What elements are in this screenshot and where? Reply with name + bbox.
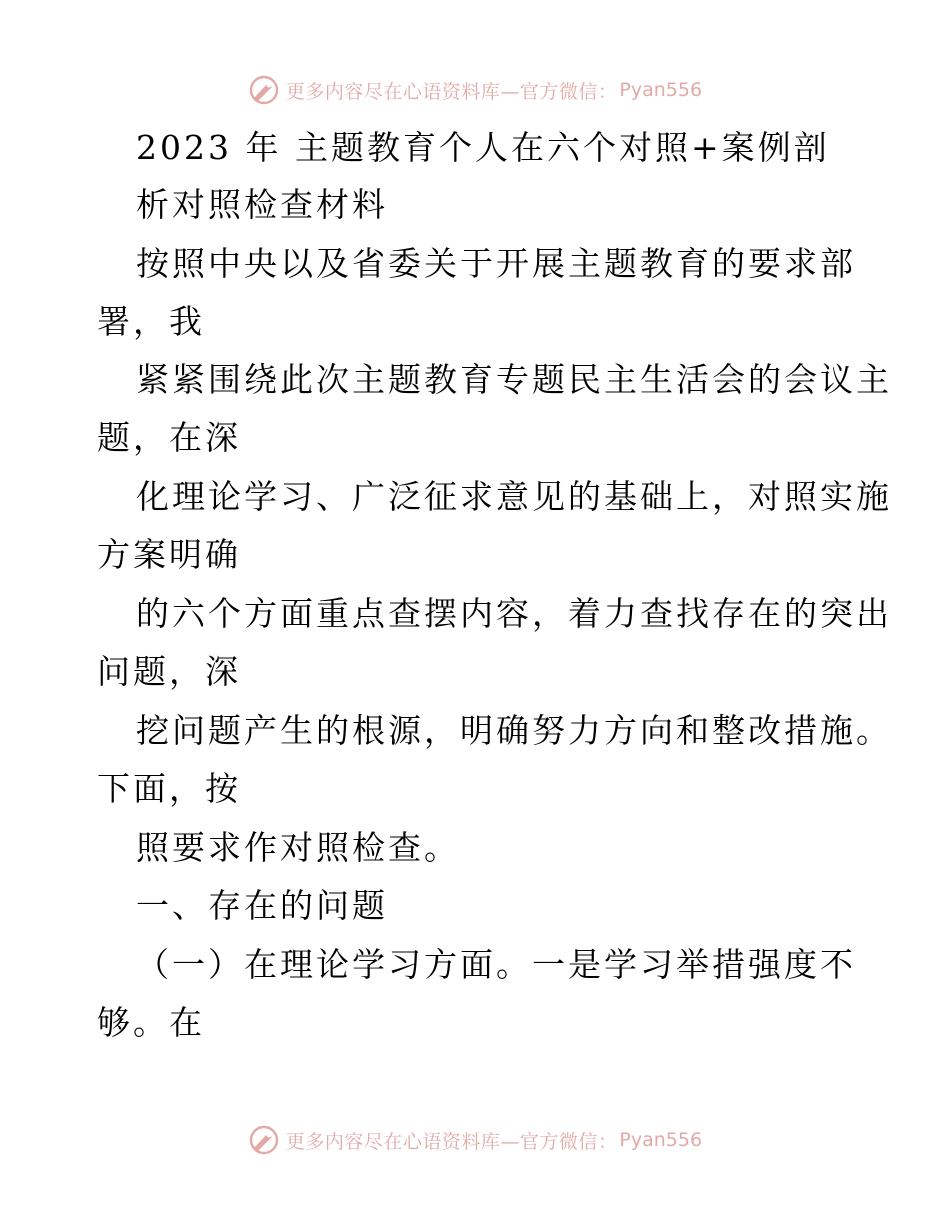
doc-title-line-2: 析对照检查材料 [136,185,388,224]
paragraph-line: 照要求作对照检查。 [136,828,460,867]
watermark-wechat-id: Pyan556 [619,1129,703,1151]
subsection-line: （一）在理论学习方面。一是学习举措强度不 [136,945,856,984]
paragraph-line: 够。在 [97,1003,205,1042]
watermark-text: 更多内容尽在心语资料库—官方微信： [285,80,618,103]
paragraph-line: 问题，深 [97,652,241,691]
watermark-text: 更多内容尽在心语资料库—官方微信： [285,1130,618,1153]
paragraph-line: 挖问题产生的根源，明确努力方向和整改措施。 [136,711,892,750]
watermark-footer [0,1120,950,1160]
paragraph-line: 的六个方面重点查摆内容，着力查找存在的突出 [136,594,892,633]
paragraph-line: 方案明确 [97,535,241,574]
paragraph-line: 署，我 [97,302,205,341]
pen-logo-icon [248,1124,280,1156]
watermark-header [0,70,950,110]
paragraph-line: 按照中央以及省委关于开展主题教育的要求部 [136,244,856,283]
watermark-wechat-id: Pyan556 [619,79,703,101]
paragraph-line: 题，在深 [97,418,241,457]
doc-title-line-1: 2023 年 主题教育个人在六个对照+案例剖 [136,128,830,167]
paragraph-line: 下面，按 [97,769,241,808]
paragraph-line: 化理论学习、广泛征求意见的基础上，对照实施 [136,477,892,516]
section-heading: 一、存在的问题 [136,886,388,925]
pen-logo-icon [248,74,280,106]
paragraph-line: 紧紧围绕此次主题教育专题民主生活会的会议主 [136,360,892,399]
